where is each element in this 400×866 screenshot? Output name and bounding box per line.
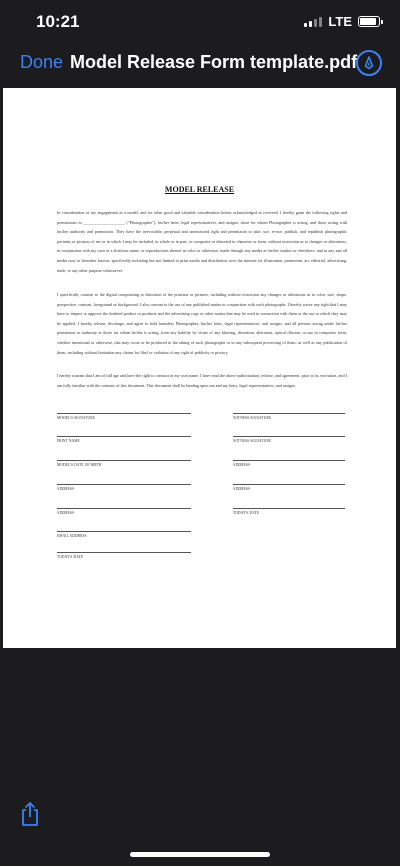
release-paragraph-2: I specifically consent to the digital compositing or distortion of the portraits or pictures, including without restriction any changes or alterations as to color, size, shape, perspective, contrast, foreground or background. I also consent to the use of any published matter in conjunction with such photographs. I hereby waive any right that I may have to inspect or approve the finished product or products and the advertising copy or other matter that may be used in connection with them or the use to which they may be applied. I hereby release, discharge, and agree to hold harmless Photographer, his/her heirs, legal representatives, and assigns, and all persons acting under his/her permission or authority or those for whom he/she is acting, from any liability by virtue of any blurring, distortion, alteration, optical illusion, or use in composite form, whether intentional or otherwise, that may occur or be produced in the taking of such photographs or in any subsequent processing of them, as well as any publication of them, including without limitation any claims for libel or violation of any right of publicity or privacy.	[57, 292, 347, 355]
signature-line-witness-date[interactable]: TODAY'S DATE	[233, 508, 345, 515]
document-heading: MODEL RELEASE	[164, 185, 235, 194]
signature-line-witness-signature[interactable]: WITNESS SIGNATURE	[233, 413, 345, 420]
navigation-bar	[0, 44, 400, 86]
signature-line-date-of-birth[interactable]: MODEL'S DATE OF BIRTH	[57, 460, 191, 467]
signature-line-todays-date[interactable]: TODAY'S DATE	[57, 552, 191, 559]
signature-line-witness-address[interactable]: ADDRESS	[233, 460, 345, 467]
document-title: Model Release Form template.pdf	[70, 52, 358, 72]
signature-line-print-name[interactable]: PRINT NAME	[57, 436, 191, 443]
pdf-page[interactable]	[3, 88, 396, 648]
signal-icon	[304, 16, 322, 27]
signature-line-email[interactable]: EMAIL ADDRESS	[57, 531, 191, 538]
battery-icon	[358, 16, 380, 27]
signature-line-address-2[interactable]: ADDRESS	[57, 508, 191, 515]
status-time: 10:21	[36, 12, 80, 31]
signature-line-model-signature[interactable]: MODEL'S SIGNATURE	[57, 413, 191, 420]
status-bar	[0, 0, 400, 44]
share-icon[interactable]	[18, 800, 42, 828]
release-paragraph-3: I hereby warrant that I am of full age and have the right to contract in my own name. I have read the above authorization, release, and agreement, prior to its execution, and I am fully familiar with the contents of this document. This document shall be binding upon me and my heirs, legal representatives, and assigns.	[57, 373, 347, 388]
bottom-toolbar	[0, 790, 400, 850]
signature-line-witness-address-2[interactable]: ADDRESS	[233, 484, 345, 491]
home-indicator[interactable]	[130, 852, 270, 857]
signature-line-address[interactable]: ADDRESS	[57, 484, 191, 491]
markup-pen-icon[interactable]	[356, 50, 382, 76]
signature-line-witness-signature-2[interactable]: WITNESS SIGNATURE	[233, 436, 345, 443]
release-paragraph-1: In consideration of my engagement as a model, and for other good and valuable consideration herein acknowledged as received, I hereby grant the following rights and permissions to ____________________ ("Photographer"), his/her heirs, legal representatives, and assigns, those for whom Photographer is acting, and those acting with his/her authority and permission. They have the irrevocable, perpetual and unrestricted right and permission to take, use, re-use, publish, and republish photographic portraits or pictures of me or in which I may be included, in whole or in part, or composite or distorted in character or form, without restriction as to changes or alterations, in conjunction with my own or a fictitious name, or reproductions thereof in color or otherwise, made through any media at his/her studios or elsewhere, and in any and all media now or hereafter known, specifically including but not limited to print media and distribution over the internet for illustration, promotion, art, editorial, advertising, trade, or any other purpose whatsoever.	[57, 210, 347, 273]
status-indicators	[304, 14, 380, 29]
done-button[interactable]: Done	[20, 52, 64, 72]
network-type: LTE	[328, 14, 352, 29]
